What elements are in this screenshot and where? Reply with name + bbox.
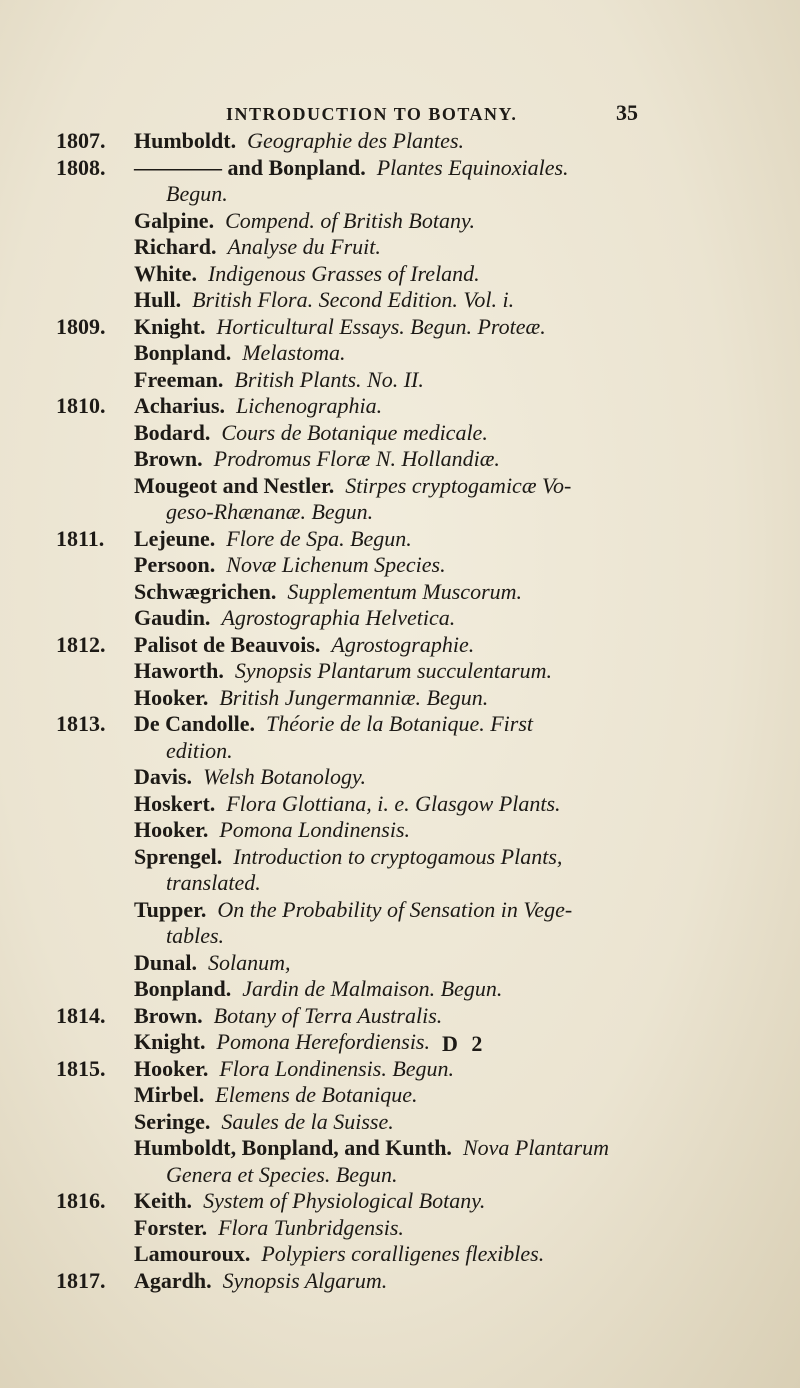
page-number: 35 [616, 100, 638, 125]
bibliography-entry [0, 314, 800, 341]
bibliography-entry [0, 1003, 800, 1030]
entry-title: British Plants. No. II. [234, 366, 424, 392]
entry-text [134, 897, 760, 924]
entry-text [166, 181, 760, 208]
entry-text [134, 1003, 760, 1030]
entry-text [134, 658, 760, 685]
entry-title: Jardin de Malmaison. Begun. [242, 976, 503, 1001]
entry-title: On the Probability of Sensation in Vege- [217, 896, 573, 922]
entry-title: Prodromus Floræ N. Hollandiæ. [213, 446, 500, 471]
bibliography-entry [0, 844, 800, 871]
entry-text [134, 128, 760, 155]
bibliography-entry [0, 1241, 800, 1268]
bibliography-entry [0, 738, 800, 765]
entry-author: Keith. [134, 1188, 193, 1213]
entry-author: Humboldt. [134, 128, 237, 153]
bibliography-entry [0, 367, 800, 394]
bibliography-entry [0, 1162, 800, 1189]
entry-text [134, 446, 760, 473]
bibliography-entry [0, 155, 800, 182]
entry-title: Supplementum Muscorum. [287, 578, 523, 604]
bibliography-entry [0, 579, 800, 606]
bibliography-entry [0, 923, 800, 950]
entry-author: Freeman. [134, 366, 224, 392]
entry-title: Genera et Species. Begun. [166, 1161, 398, 1187]
entry-text [134, 261, 760, 288]
entry-author: Seringe. [134, 1108, 211, 1134]
entry-text [134, 1109, 760, 1136]
entry-text [134, 1056, 760, 1083]
entry-author: Galpine. [134, 207, 215, 233]
entry-author: ———— and Bonpland. [134, 154, 366, 180]
entry-title: Botany of Terra Australis. [213, 1002, 443, 1028]
bibliography-entry [0, 1056, 800, 1083]
bibliography-entry [0, 817, 800, 844]
entry-year: 1815. [56, 1055, 106, 1081]
entry-title: Cours de Botanique medicale. [221, 419, 488, 445]
entry-text [166, 870, 760, 897]
entry-text [134, 314, 760, 341]
entry-author: Hoskert. [134, 790, 216, 816]
entry-year: 1810. [56, 393, 106, 418]
bibliography-entry [0, 473, 800, 500]
bibliography-entry [0, 1109, 800, 1136]
entry-author: Sprengel. [134, 843, 223, 869]
entry-author: Mougeot and Nestler. [134, 472, 335, 498]
entry-text [134, 605, 760, 632]
entry-text [134, 393, 760, 420]
entry-year: 1809. [56, 313, 106, 339]
entry-author: De Candolle. [134, 711, 255, 736]
entry-author: Lamouroux. [134, 1241, 251, 1266]
entry-text [134, 473, 760, 500]
entry-title: Lichenographia. [236, 393, 383, 418]
bibliography-entry [0, 711, 800, 738]
bibliography-entry [0, 791, 800, 818]
entry-author: Dunal. [134, 949, 197, 975]
bibliography-entry [0, 393, 800, 420]
entry-year: 1812. [56, 631, 106, 657]
entry-text [134, 764, 760, 791]
bibliography-entry [0, 1082, 800, 1109]
entry-text [134, 1135, 760, 1162]
entry-year: 1817. [56, 1267, 106, 1293]
entry-year: 1813. [56, 711, 106, 736]
entry-title: Begun. [166, 181, 228, 206]
entry-text [166, 738, 760, 765]
entry-title: Welsh Botanology. [203, 764, 367, 789]
entry-text [134, 791, 760, 818]
entry-text [134, 817, 760, 844]
entry-author: Gaudin. [134, 605, 211, 630]
entry-title: geso-Rhænanæ. Begun. [166, 499, 374, 524]
entry-text [134, 1241, 760, 1268]
bibliography-entry [0, 1029, 800, 1056]
entry-title: Introduction to cryptogamous Plants, [233, 843, 563, 869]
entry-author: Humboldt, Bonpland, and Kunth. [134, 1135, 452, 1160]
bibliography-entry [0, 234, 800, 261]
entry-author: Hooker. [134, 684, 209, 710]
entry-year: 1807. [56, 128, 106, 153]
entry-text [134, 155, 760, 182]
bibliography-entry [0, 420, 800, 447]
entry-title: tables. [166, 923, 225, 948]
bibliography-entry [0, 526, 800, 553]
entry-author: Knight. [134, 313, 206, 339]
entry-text [134, 976, 760, 1003]
entry-text [134, 1082, 760, 1109]
entry-title: Synopsis Algarum. [222, 1267, 388, 1293]
entry-title: Analyse du Fruit. [227, 234, 381, 259]
entry-author: Bodard. [134, 419, 211, 445]
entry-text [134, 950, 760, 977]
bibliography-list [0, 128, 800, 1294]
entry-title: British Jungermanniæ. Begun. [219, 684, 489, 710]
entry-year: 1814. [56, 1002, 106, 1028]
bibliography-entry [0, 632, 800, 659]
entry-author: Bonpland. [134, 976, 232, 1001]
entry-author: Haworth. [134, 658, 224, 683]
entry-author: White. [134, 260, 197, 286]
entry-title: Polypiers coralligenes flexibles. [261, 1241, 545, 1266]
bibliography-entry [0, 950, 800, 977]
entry-text [134, 844, 760, 871]
entry-year: 1811. [56, 525, 105, 551]
entry-author: Schwægrichen. [134, 578, 277, 604]
bibliography-entry [0, 128, 800, 155]
bibliography-entry [0, 208, 800, 235]
entry-title: Agrostographia Helvetica. [221, 605, 456, 630]
entry-author: Palisot de Beauvois. [134, 631, 321, 657]
entry-title: Melastoma. [242, 340, 346, 365]
entry-text [134, 1188, 760, 1215]
entry-author: Davis. [134, 764, 193, 789]
entry-text [134, 1268, 760, 1295]
entry-title: Flora Tunbridgensis. [218, 1214, 404, 1240]
entry-year: 1808. [56, 154, 106, 180]
bibliography-entry [0, 552, 800, 579]
entry-author: Hooker. [134, 817, 209, 842]
bibliography-entry [0, 685, 800, 712]
entry-text [134, 367, 760, 394]
entry-author: Lejeune. [134, 525, 216, 551]
entry-text [134, 287, 760, 314]
bibliography-entry [0, 870, 800, 897]
entry-text [134, 420, 760, 447]
bibliography-entry [0, 181, 800, 208]
entry-author: Forster. [134, 1214, 208, 1240]
entry-title: Novæ Lichenum Species. [226, 552, 446, 577]
entry-author: Bonpland. [134, 340, 232, 365]
entry-title: translated. [166, 870, 261, 895]
entry-year: 1816. [56, 1188, 106, 1213]
entry-title: Geographie des Plantes. [247, 128, 464, 153]
bibliography-entry [0, 897, 800, 924]
bibliography-entry [0, 658, 800, 685]
entry-title: British Flora. Second Edition. Vol. i. [192, 287, 515, 312]
entry-author: Mirbel. [134, 1082, 205, 1107]
entry-title: System of Physiological Botany. [203, 1188, 486, 1213]
bibliography-entry [0, 1188, 800, 1215]
entry-text [134, 1215, 760, 1242]
entry-title: Flora Londinensis. Begun. [219, 1055, 455, 1081]
entry-author: Brown. [134, 446, 203, 471]
entry-title: edition. [166, 737, 233, 763]
bibliography-entry [0, 764, 800, 791]
entry-author: Tupper. [134, 896, 207, 922]
entry-title: Flora Glottiana, i. e. Glasgow Plants. [226, 790, 561, 816]
bibliography-entry [0, 605, 800, 632]
entry-text [134, 340, 760, 367]
bibliography-entry [0, 976, 800, 1003]
entry-title: Solanum, [207, 949, 291, 975]
entry-text [166, 499, 760, 526]
entry-title: Nova Plantarum [462, 1135, 609, 1160]
entry-text [134, 632, 760, 659]
entry-title: Théorie de la Botanique. First [266, 711, 534, 736]
bibliography-entry [0, 1268, 800, 1295]
entry-title: Flore de Spa. Begun. [226, 525, 412, 551]
entry-text [134, 208, 760, 235]
printer-signature: D 2 [442, 1031, 487, 1056]
entry-author: Knight. [134, 1029, 206, 1054]
entry-text [134, 711, 760, 738]
entry-text [166, 1162, 760, 1189]
entry-text [166, 923, 760, 950]
entry-text [134, 579, 760, 606]
entry-title: Elemens de Botanique. [215, 1082, 418, 1107]
entry-title: Agrostographie. [331, 631, 475, 657]
entry-title: Stirpes cryptogamicæ Vo- [345, 472, 572, 498]
bibliography-entry [0, 287, 800, 314]
entry-title: Synopsis Plantarum succulentarum. [234, 658, 552, 683]
entry-author: Hull. [134, 287, 182, 312]
bibliography-entry [0, 1215, 800, 1242]
entry-text [134, 234, 760, 261]
running-title: INTRODUCTION TO BOTANY. [226, 104, 518, 124]
entry-author: Richard. [134, 234, 217, 259]
entry-title: Pomona Londinensis. [219, 817, 411, 842]
bibliography-entry [0, 446, 800, 473]
entry-author: Persoon. [134, 552, 216, 577]
bibliography-entry [0, 1135, 800, 1162]
entry-author: Hooker. [134, 1055, 209, 1081]
entry-title: Horticultural Essays. Begun. Proteæ. [216, 313, 546, 339]
bibliography-entry [0, 261, 800, 288]
bibliography-entry [0, 340, 800, 367]
entry-text [134, 526, 760, 553]
entry-title: Indigenous Grasses of Ireland. [207, 260, 480, 286]
entry-title: Compend. of British Botany. [225, 207, 476, 233]
entry-author: Brown. [134, 1002, 203, 1028]
entry-text [134, 552, 760, 579]
entry-title: Plantes Equinoxiales. [376, 154, 569, 180]
entry-author: Agardh. [134, 1267, 212, 1293]
entry-title: Saules de la Suisse. [221, 1108, 394, 1134]
entry-text [134, 685, 760, 712]
entry-title: Pomona Herefordiensis. [216, 1029, 430, 1054]
bibliography-entry [0, 499, 800, 526]
entry-author: Acharius. [134, 393, 226, 418]
